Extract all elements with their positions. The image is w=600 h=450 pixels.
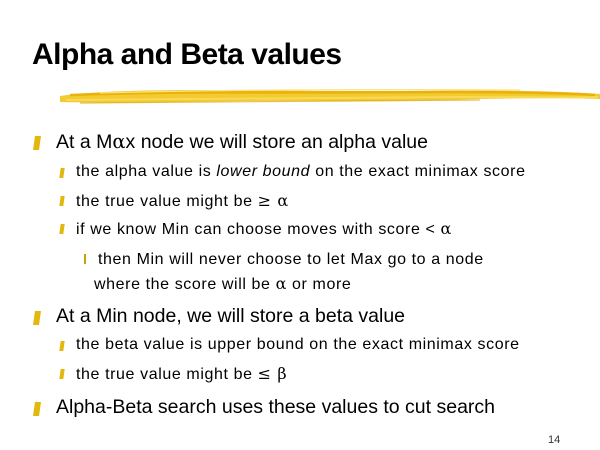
bullet-marker-icon	[59, 224, 64, 234]
bullet-item-level-2	[60, 163, 526, 181]
bullet-text-segment: Alpha-Beta search uses these values to cut search	[56, 396, 495, 418]
bullet-item-level-2	[60, 336, 520, 354]
bullet-text	[76, 191, 289, 211]
math-symbol: ≤ β	[257, 364, 288, 383]
bullet-marker-icon	[59, 196, 64, 206]
bullet-marker-icon	[59, 369, 64, 379]
bullet-item-level-1	[34, 130, 428, 154]
bullet-text	[76, 219, 452, 239]
bullet-text-segment: the true value might be	[76, 366, 258, 383]
bullet-text-segment: the true value might be	[76, 193, 258, 210]
bullet-marker-icon	[59, 341, 64, 351]
emphasis-text: lower bound	[216, 163, 311, 180]
bullet-marker-icon	[84, 254, 86, 264]
math-symbol: ≥ α	[257, 191, 289, 210]
bullet-text-segment: the alpha value is	[76, 163, 217, 180]
math-symbol: α	[112, 130, 126, 153]
bullet-text-segment: on the exact minimax score	[310, 163, 526, 180]
bullet-text-segment: if we know Min can choose moves with score <	[76, 221, 441, 238]
bullet-item-level-2	[60, 219, 452, 239]
bullet-item-level-1	[34, 305, 405, 328]
bullet-marker-icon	[33, 402, 41, 416]
slide-title: Alpha and Beta values	[32, 38, 342, 71]
bullet-item-level-2	[60, 191, 289, 211]
bullet-item-level-1	[34, 396, 495, 419]
math-symbol: α	[275, 274, 287, 293]
bullet-text	[76, 364, 287, 384]
bullet-text-segment: At a Min node, we will store a beta value	[56, 305, 406, 327]
bullet-item-level-2	[60, 364, 287, 384]
bullet-text-segment: the beta value is upper bound on the exact minimax score	[76, 336, 520, 353]
bullet-text-segment: then Min will never choose to let Max go to a node	[98, 251, 484, 268]
page-number: 14	[548, 434, 561, 446]
bullet-text-segment: where the score will be	[94, 276, 276, 293]
bullet-text-segment: or more	[287, 276, 352, 293]
bullet-text-segment: x node we will store an alpha value	[125, 131, 428, 153]
bullet-text	[56, 305, 405, 328]
bullet-text	[94, 272, 351, 296]
bullet-item-level-3	[84, 248, 484, 271]
bullet-text	[98, 248, 484, 271]
bullet-marker-icon	[33, 311, 41, 325]
bullet-item-level-3	[84, 272, 351, 296]
bullet-text-segment: At a M	[56, 131, 113, 153]
bullet-text	[76, 336, 520, 354]
bullet-text	[56, 130, 428, 154]
bullet-marker-icon	[33, 136, 41, 150]
bullet-marker-icon	[59, 168, 64, 178]
bullet-text	[56, 396, 495, 419]
math-symbol: α	[440, 219, 452, 238]
bullet-text	[76, 163, 526, 181]
